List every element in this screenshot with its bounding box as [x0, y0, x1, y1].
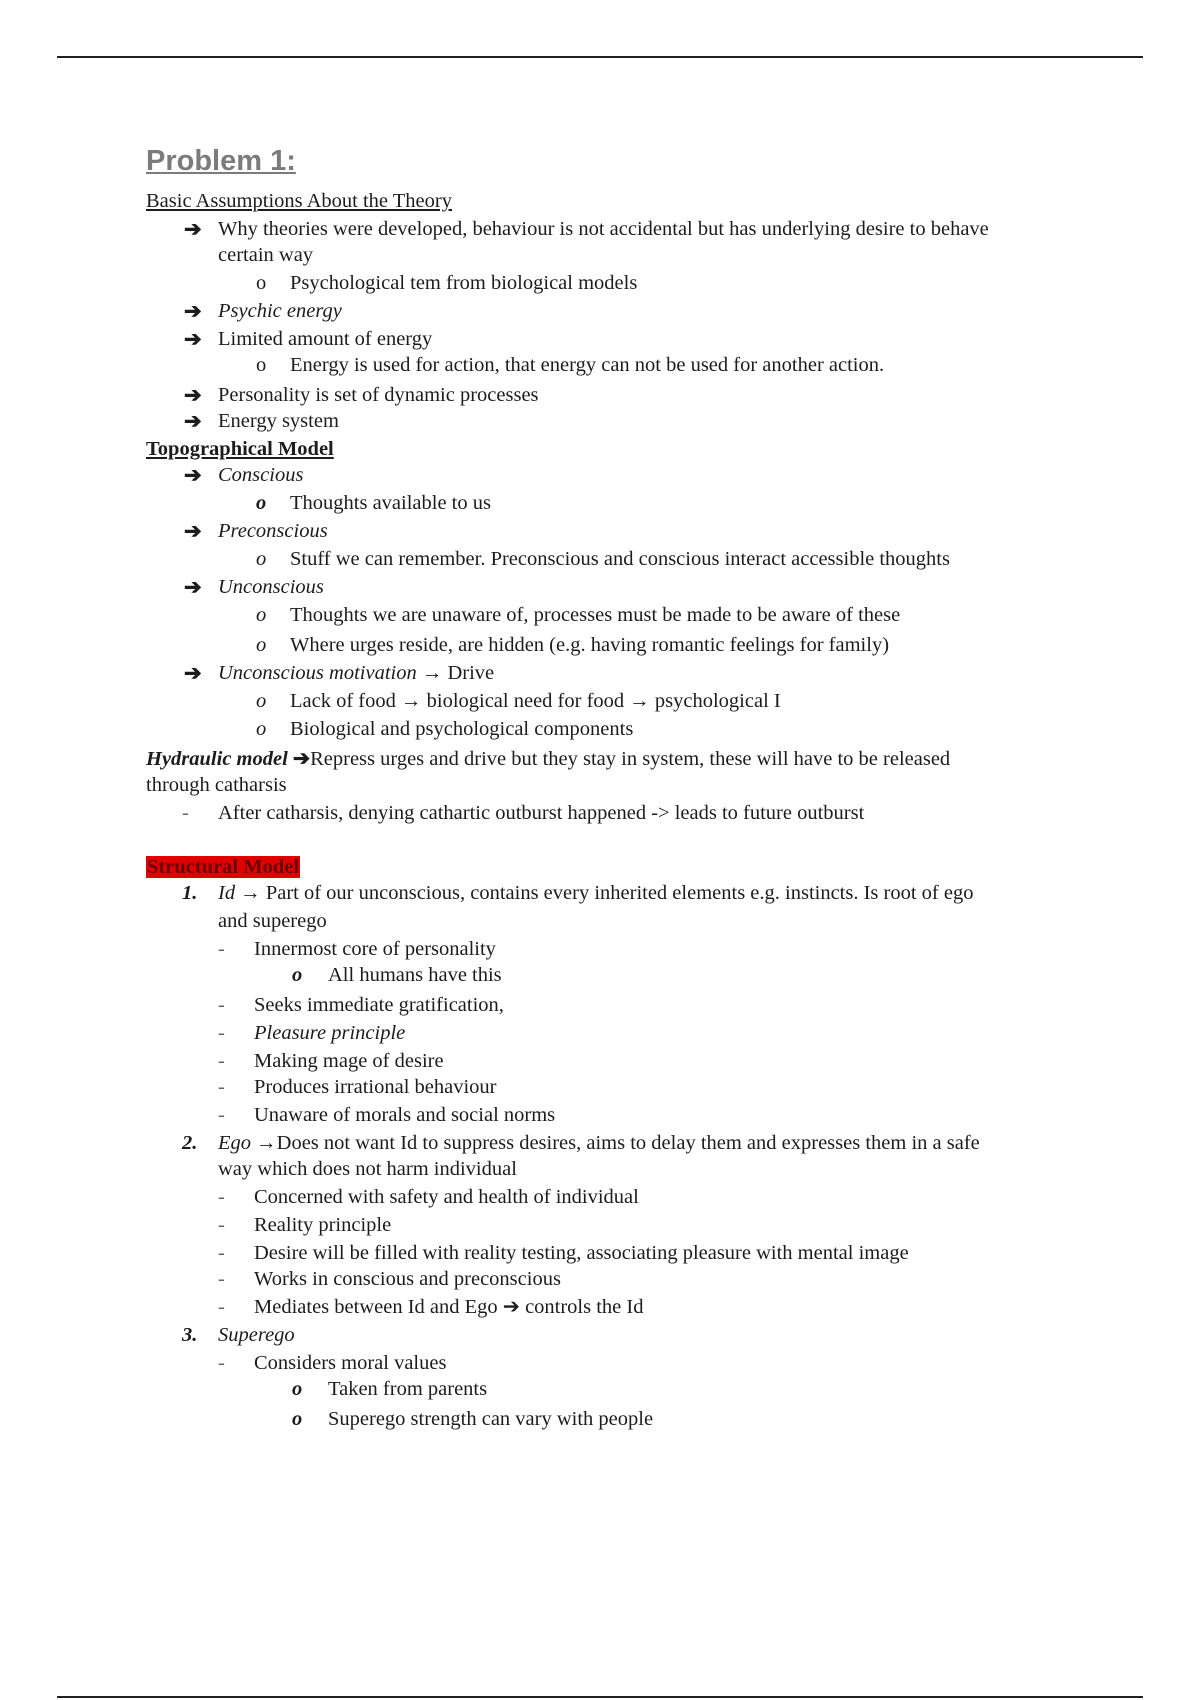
circle-bullet-icon: o — [256, 690, 267, 712]
arrow-bullet-icon: ➔ — [184, 383, 202, 407]
circle-bullet-icon: o — [256, 548, 267, 570]
arrow-icon: ➔ — [292, 748, 311, 770]
circle-bullet-icon: o — [256, 492, 267, 514]
circle-bullet-icon: o — [292, 1408, 303, 1430]
page-title: Problem 1: — [146, 145, 296, 177]
circle-bullet-icon: o — [256, 634, 267, 656]
arrow-bullet-icon: ➔ — [184, 299, 202, 323]
arrow-bullet-icon: ➔ — [184, 661, 202, 685]
section-heading-topographical: Topographical Model — [146, 438, 334, 460]
dash-bullet-icon: - — [218, 1352, 225, 1374]
numbered-item-continuation: way which does not harm individual — [218, 1158, 517, 1180]
circle-bullet-icon: o — [256, 604, 267, 626]
dash-bullet-icon: - — [218, 1050, 225, 1072]
dash-bullet-icon: - — [218, 1186, 225, 1208]
arrow-bullet-icon: ➔ — [184, 217, 202, 241]
dash-bullet-icon: - — [182, 802, 189, 824]
footer-rule — [57, 1696, 1143, 1698]
arrow-bullet-icon: ➔ — [184, 409, 202, 433]
arrow-bullet-icon: ➔ — [184, 327, 202, 351]
arrow-bullet-icon: ➔ — [184, 463, 202, 487]
dash-bullet-icon: - — [218, 1076, 225, 1098]
circle-bullet-icon: o — [292, 1378, 303, 1400]
numbered-item-continuation: and superego — [218, 910, 327, 932]
dash-bullet-icon: - — [218, 994, 225, 1016]
list-number: 3. — [182, 1324, 198, 1346]
dash-bullet-icon: - — [218, 1022, 225, 1044]
arrow-bullet-icon: ➔ — [184, 575, 202, 599]
section-heading-structural: Structural Model — [147, 856, 300, 878]
dash-bullet-icon: - — [218, 1268, 225, 1290]
circle-bullet-icon: o — [256, 272, 267, 294]
arrow-bullet-icon: ➔ — [184, 519, 202, 543]
circle-bullet-icon: o — [292, 964, 303, 986]
circle-bullet-icon: o — [256, 354, 267, 376]
hydraulic-paragraph: Hydraulic model ➔Repress urges and drive but they stay in system, these will have to be released — [146, 748, 951, 770]
list-number: 2. — [182, 1132, 198, 1154]
list-item-continuation: certain way — [218, 244, 314, 266]
list-number: 1. — [182, 882, 198, 904]
dash-bullet-icon: - — [218, 1214, 225, 1236]
dash-bullet-icon: - — [218, 1296, 225, 1318]
header-rule — [57, 56, 1143, 58]
section-heading-basic: Basic Assumptions About the Theory — [146, 190, 452, 212]
dash-bullet-icon: - — [218, 1104, 225, 1126]
circle-bullet-icon: o — [256, 718, 267, 740]
dash-bullet-icon: - — [218, 1242, 225, 1264]
dash-bullet-icon: - — [218, 938, 225, 960]
hydraulic-paragraph-continuation: through catharsis — [146, 774, 287, 796]
